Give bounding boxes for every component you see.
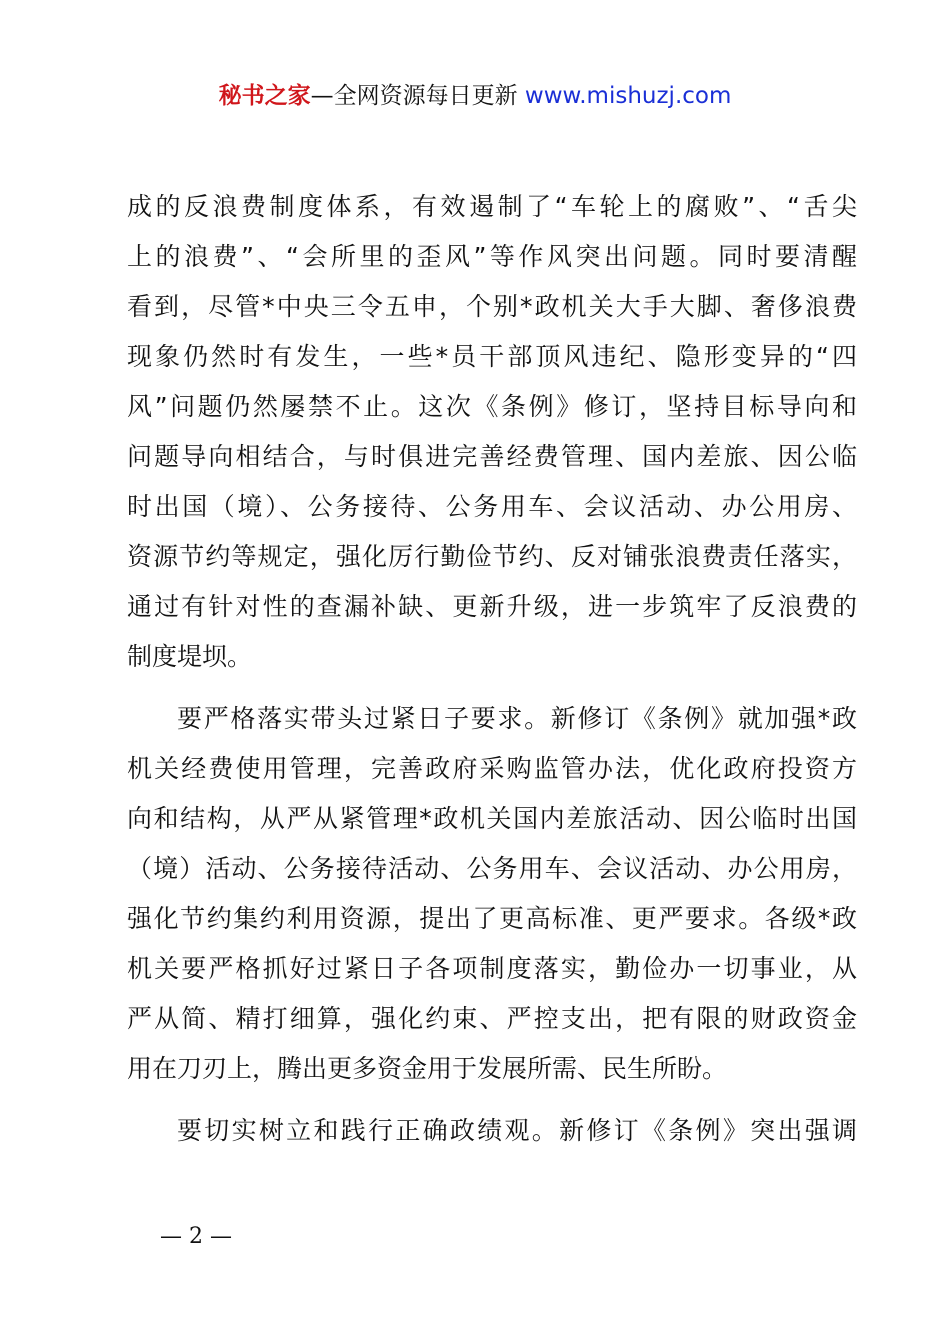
text-line: 严从简、精打细算，强化约束、严控支出，把有限的财政资金 (127, 1004, 857, 1033)
paragraph-gap (127, 682, 857, 694)
site-header (0, 80, 950, 112)
brand-name: 秘书之家 (218, 83, 311, 109)
text-line: 强化节约集约利用资源，提出了更高标准、更严要求。各级*政 (127, 904, 857, 933)
text-line: 上的浪费”、“会所里的歪风”等作风突出问题。同时要清醒 (127, 242, 857, 271)
text-line: 要严格落实带头过紧日子要求。新修订《条例》就加强*政 (177, 704, 857, 733)
paragraph (127, 182, 857, 682)
paragraph-gap (127, 1094, 857, 1106)
site-url-link[interactable]: www.mishuzj.com (524, 83, 732, 109)
text-line: 向和结构，从严从紧管理*政机关国内差旅活动、因公临时出国 (127, 804, 857, 833)
text-line: 看到，尽管*中央三令五申，个别*政机关大手大脚、奢侈浪费 (127, 292, 857, 321)
text-line: 风”问题仍然屡禁不止。这次《条例》修订，坚持目标导向和 (127, 392, 857, 421)
header-tagline: —全网资源每日更新 (310, 83, 518, 109)
text-line: 资源节约等规定，强化厉行勤俭节约、反对铺张浪费责任落实， (127, 542, 857, 571)
text-line: 机关要严格抓好过紧日子各项制度落实，勤俭办一切事业，从 (127, 954, 857, 983)
text-line: 时出国（境）、公务接待、公务用车、会议活动、办公用房、 (127, 492, 857, 521)
paragraph (127, 1106, 857, 1156)
text-line: 成的反浪费制度体系，有效遏制了“车轮上的腐败”、“舌尖 (127, 192, 857, 221)
text-line: 现象仍然时有发生，一些*员干部顶风违纪、隐形变异的“四 (127, 342, 857, 371)
text-line: 问题导向相结合，与时俱进完善经费管理、国内差旅、因公临 (127, 442, 857, 471)
text-line: 制度堤坝。 (127, 642, 253, 671)
text-line: 要切实树立和践行正确政绩观。新修订《条例》突出强调 (177, 1116, 857, 1145)
paragraph (127, 694, 857, 1094)
text-line: 机关经费使用管理，完善政府采购监管办法，优化政府投资方 (127, 754, 857, 783)
text-line: 用在刀刃上，腾出更多资金用于发展所需、民生所盼。 (127, 1054, 728, 1083)
document-body (127, 182, 857, 1156)
page-number: — 2 — (160, 1224, 232, 1249)
text-line: 通过有针对性的查漏补缺、更新升级，进一步筑牢了反浪费的 (127, 592, 857, 621)
text-line: （境）活动、公务接待活动、公务用车、会议活动、办公用房， (127, 854, 857, 883)
